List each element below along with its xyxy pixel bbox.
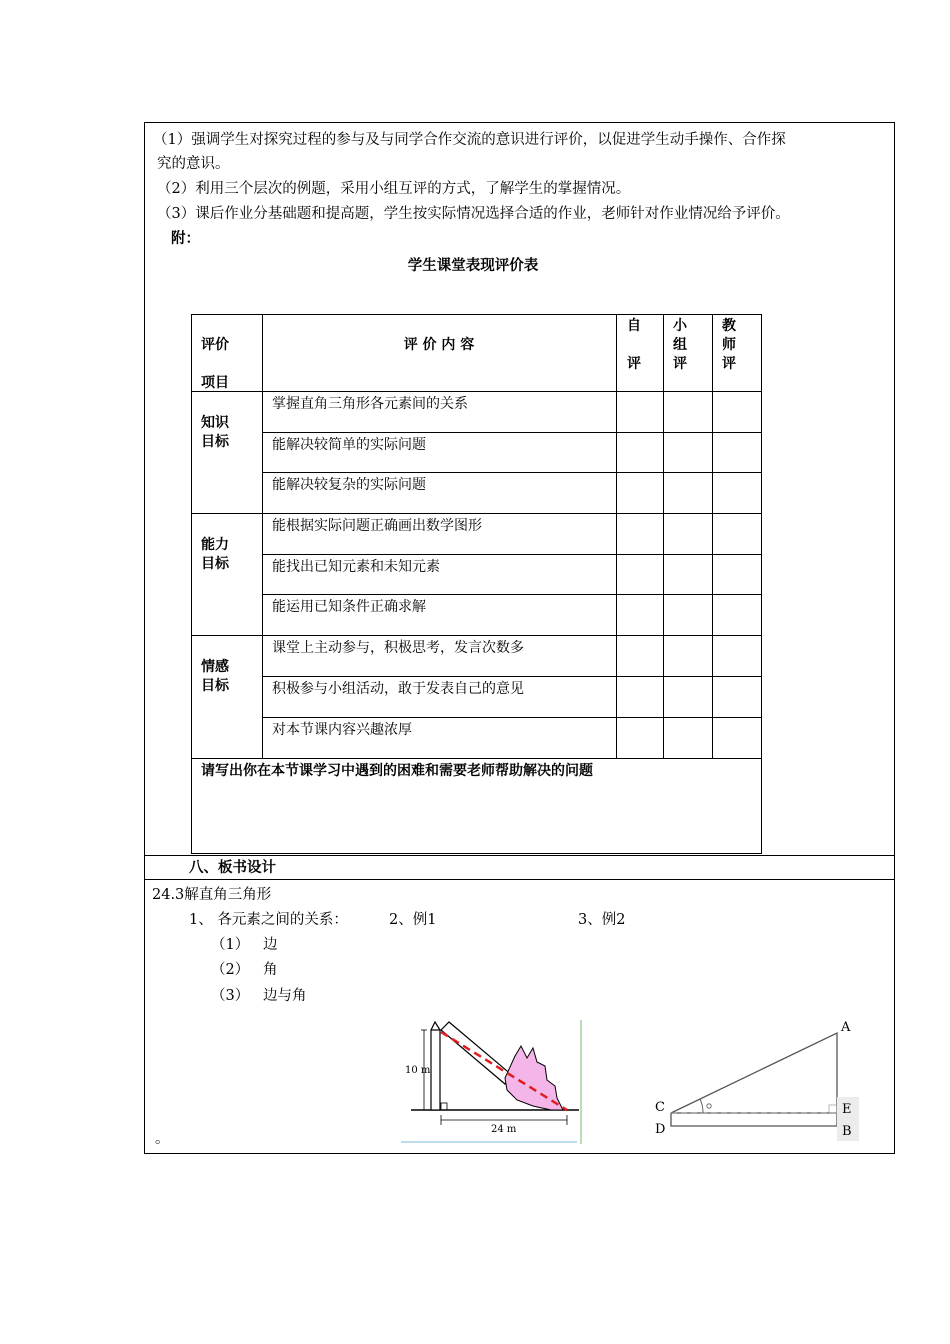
header-teacher-3: 评 (722, 356, 736, 372)
evaluation-table (191, 314, 762, 854)
criterion-row: 能根据实际问题正确画出数学图形 (272, 518, 482, 534)
header-group-1: 小 (673, 318, 687, 334)
appendix-label: 附： (171, 231, 200, 247)
label-a: A (841, 1020, 851, 1035)
board-design-heading: 八、板书设计 (189, 860, 276, 876)
assessment-point-2: （2）利用三个层次的例题，采用小组互评的方式，了解学生的掌握情况。 (157, 181, 631, 197)
group-affective-1: 情感 (201, 659, 229, 675)
criterion-row: 能找出已知元素和未知元素 (272, 559, 440, 575)
figure-right-triangle (641, 1011, 871, 1151)
label-c: C (655, 1100, 665, 1115)
feedback-prompt: 请写出你在本节课学习中遇到的困难和需要老师帮助解决的问题 (201, 763, 593, 779)
header-teacher-2: 师 (722, 337, 736, 353)
criterion-row: 掌握直角三角形各元素间的关系 (272, 396, 468, 412)
header-item-1: 评价 (201, 337, 229, 353)
header-teacher-1: 教 (722, 318, 736, 334)
assessment-point-1: （1）强调学生对探究过程的参与及与同学合作交流的意识进行评价，以促进学生动手操作、合作探 (153, 132, 786, 148)
header-self-2: 评 (627, 356, 641, 372)
width-label: 24 m (491, 1124, 517, 1135)
board-item-2: 2、例1 (389, 912, 437, 928)
criterion-row: 能运用已知条件正确求解 (272, 599, 426, 615)
board-title: 24.3解直角三角形 (152, 887, 272, 903)
assessment-point-3: （3）课后作业分基础题和提高题，学生按实际情况选择合适的作业，老师针对作业情况给予评价。 (157, 206, 790, 222)
header-content: 评 价 内 容 (403, 337, 475, 353)
label-d: D (655, 1122, 666, 1137)
board-item-1: 1、 各元素之间的关系： (189, 912, 348, 928)
end-mark: 。 (155, 1131, 170, 1147)
criterion-row: 积极参与小组活动，敢于发表自己的意见 (272, 681, 524, 697)
criterion-row: 对本节课内容兴趣浓厚 (272, 722, 412, 738)
assessment-point-1-cont: 究的意识。 (157, 156, 230, 172)
sub-number-2: （2） (211, 962, 250, 978)
group-ability-1: 能力 (201, 537, 229, 553)
criterion-row: 能解决较简单的实际问题 (272, 437, 426, 453)
criterion-row: 能解决较复杂的实际问题 (272, 477, 426, 493)
group-knowledge-2: 目标 (201, 434, 229, 450)
sub-item-2: 角 (263, 962, 278, 978)
criterion-row: 课堂上主动参与，积极思考，发言次数多 (272, 640, 524, 656)
header-group-2: 组 (673, 337, 687, 353)
header-self-1: 自 (627, 318, 641, 334)
sub-number-1: （1） (211, 937, 250, 953)
sub-number-3: （3） (211, 988, 250, 1004)
sub-item-1: 边 (263, 937, 278, 953)
group-affective-2: 目标 (201, 678, 229, 694)
label-b: B (842, 1124, 852, 1139)
group-knowledge-1: 知识 (201, 415, 229, 431)
header-group-3: 评 (673, 356, 687, 372)
figure-tree-pole (401, 1018, 587, 1148)
group-ability-2: 目标 (201, 556, 229, 572)
sub-item-3: 边与角 (263, 988, 307, 1004)
eval-table-title: 学生课堂表现评价表 (407, 258, 539, 274)
board-item-3: 3、例2 (578, 912, 626, 928)
height-label: 10 m (405, 1065, 431, 1076)
lesson-plan-frame (144, 122, 895, 1154)
header-item-2: 项目 (201, 375, 229, 391)
label-e: E (842, 1102, 852, 1117)
